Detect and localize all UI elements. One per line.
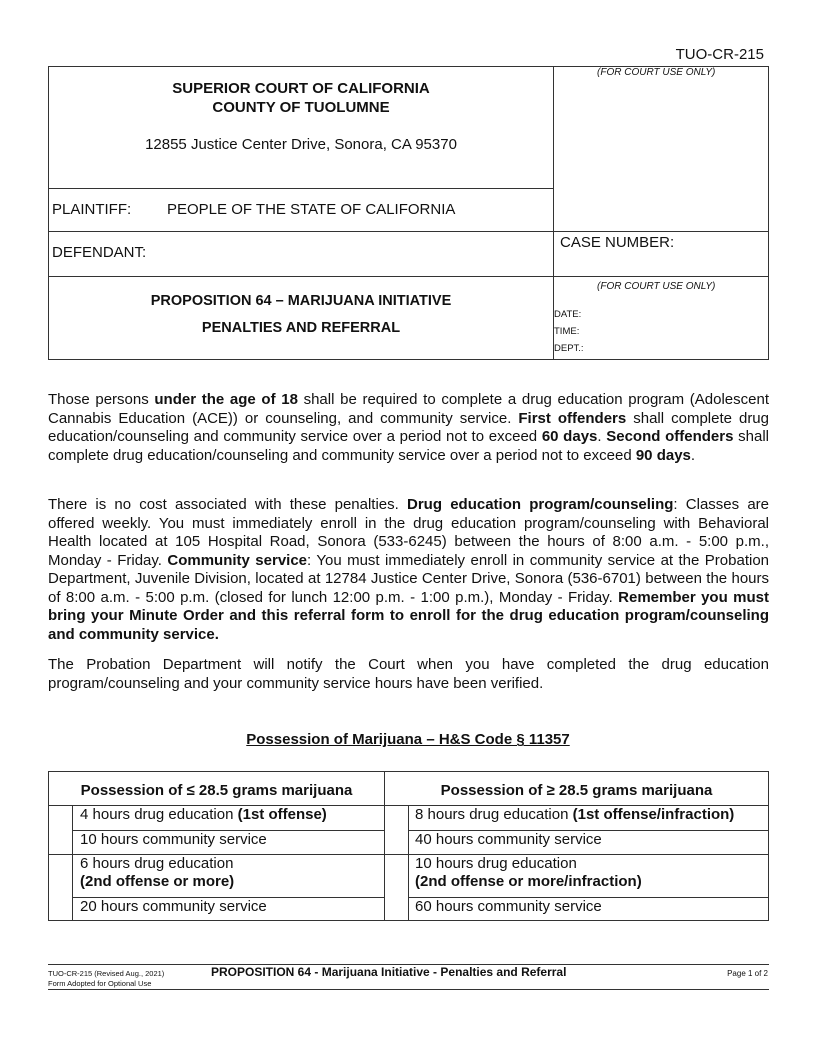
footer-page-number: Page 1 of 2: [727, 969, 768, 978]
divider: [408, 805, 409, 920]
table-cell: 4 hours drug education (1st offense): [80, 806, 327, 823]
date-label: DATE:: [554, 309, 582, 320]
footer-title: PROPOSITION 64 - Marijuana Initiative - Penalties and Referral: [211, 965, 567, 979]
table-cell: 10 hours drug education (2nd offense or more/infraction): [415, 855, 642, 890]
section-title: Possession of Marijuana – H&S Code § 11357: [246, 731, 570, 748]
defendant-label: DEFENDANT:: [52, 244, 147, 261]
table-cell: 60 hours community service: [415, 898, 602, 915]
footer-rule: [48, 989, 769, 990]
form-title-line1: PROPOSITION 64 – MARIJUANA INITIATIVE: [150, 293, 452, 309]
case-number-label: CASE NUMBER:: [560, 234, 675, 251]
footer-form-revision: TUO-CR-215 (Revised Aug., 2021): [48, 969, 165, 978]
paragraph-notification: The Probation Department will notify the Court when you have completed the drug education program/counseling and your community service hours have been verified.: [48, 656, 769, 692]
county-name: COUNTY OF TUOLUMNE: [212, 99, 390, 116]
column-header-over-28-5: Possession of ≥ 28.5 grams marijuana: [440, 782, 713, 799]
plaintiff-value: PEOPLE OF THE STATE OF CALIFORNIA: [167, 201, 456, 218]
plaintiff-label: PLAINTIFF:: [52, 201, 132, 218]
column-header-under-28-5: Possession of ≤ 28.5 grams marijuana: [80, 782, 353, 799]
divider: [49, 231, 768, 232]
divider: [72, 805, 73, 920]
table-cell: 20 hours community service: [80, 898, 267, 915]
court-use-label: (FOR COURT USE ONLY): [597, 281, 716, 292]
table-cell: 6 hours drug education (2nd offense or more): [80, 855, 235, 890]
court-name: SUPERIOR COURT OF CALIFORNIA: [172, 80, 430, 97]
penalty-table: [48, 771, 769, 921]
court-address: 12855 Justice Center Drive, Sonora, CA 95370: [145, 136, 457, 153]
caption-box: [48, 66, 769, 360]
paragraph-minors: Those persons under the age of 18 shall be required to complete a drug education program (Adolescent Cannabis Education (ACE)) or counseling, and community service. First offenders shall complete drug education/counseling and community service over a period not to exceed 60 days. Second offenders shall complete drug education/counseling and community service over a period not to exceed 90 days.: [48, 391, 770, 464]
divider: [49, 188, 553, 189]
divider: [49, 276, 768, 277]
table-cell: 10 hours community service: [80, 831, 267, 848]
table-cell: 40 hours community service: [415, 831, 602, 848]
footer-adopted: Form Adopted for Optional Use: [48, 979, 152, 988]
form-id: TUO-CR-215: [675, 46, 764, 63]
paragraph-enrollment: There is no cost associated with these penalties. Drug education program/counseling: Classes are offered weekly. You must immediately enroll in the drug education program/counseling with Behavioral Health located at 105 Hospital Road, Sonora (533-6245) between the hours of 8:00 a.m. - 5:00 p.m., Monday - Friday. Community service: You must immediately enroll in community service at the Probation Department, Juvenile Division, located at 12784 Justice Center Drive, Sonora (536-6701) between the hours of 8:00 a.m. - 5:00 p.m. (closed for lunch 12:00 p.m. - 1:00 p.m.), Monday - Friday. Remember you must bring your Minute Order and this referral form to enroll for the drug education program/counseling and community service.: [48, 496, 769, 643]
court-use-label: (FOR COURT USE ONLY): [597, 67, 716, 78]
table-cell: 8 hours drug education (1st offense/infraction): [415, 806, 735, 823]
time-label: TIME:: [554, 326, 580, 337]
form-title-line2: PENALTIES AND REFERRAL: [201, 320, 401, 336]
dept-label: DEPT.:: [554, 343, 584, 354]
